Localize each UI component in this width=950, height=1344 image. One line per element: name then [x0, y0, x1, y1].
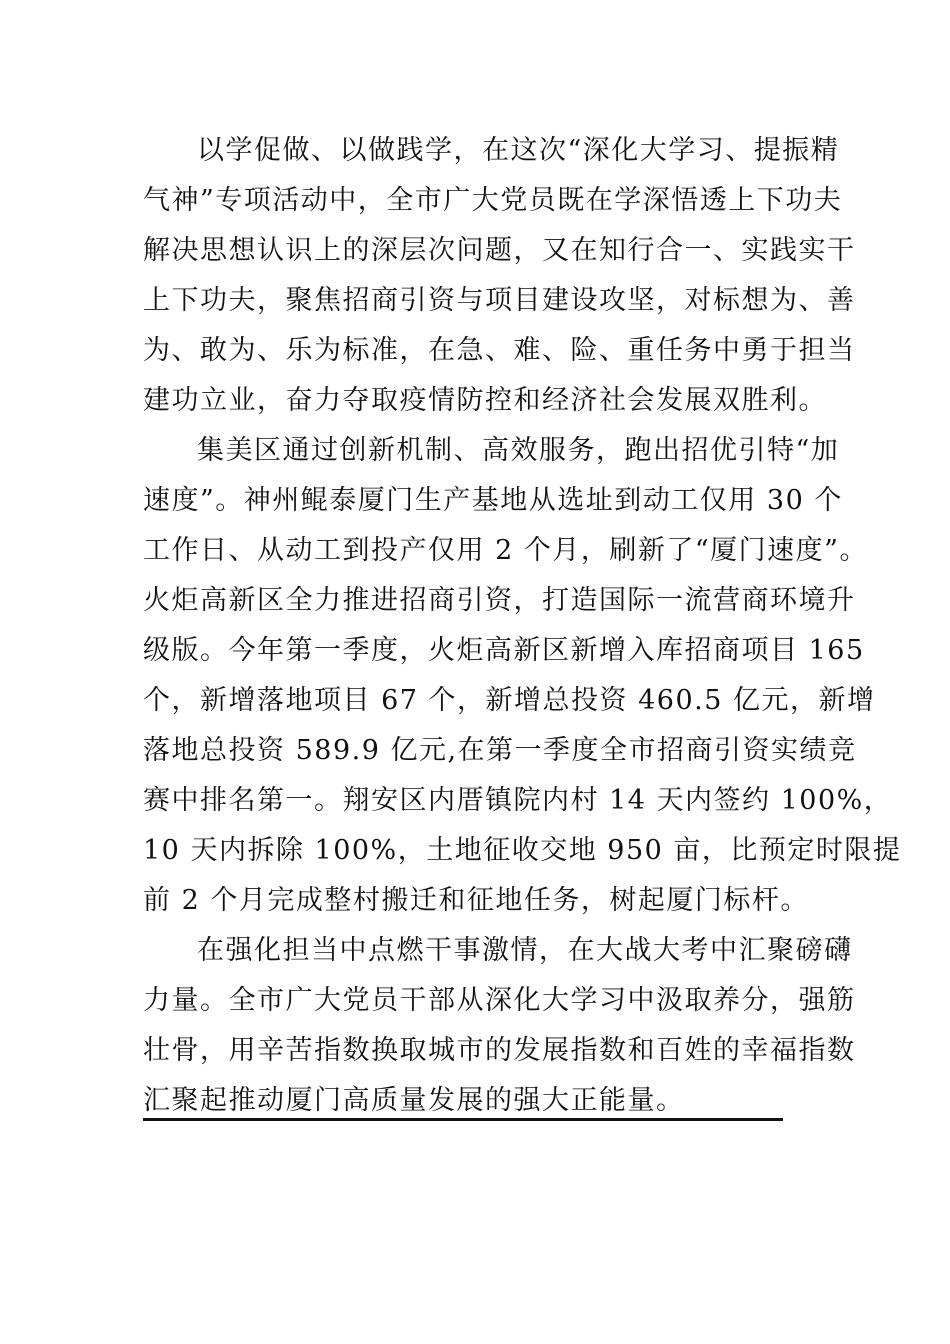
- text-line: 前 2 个月完成整村搬迁和征地任务，树起厦门标杆。: [143, 885, 809, 916]
- text-line: 汇聚起推动厦门高质量发展的强大正能量。: [143, 1085, 685, 1116]
- text-line: 为、敢为、乐为标准，在急、难、险、重任务中勇于担当: [143, 335, 856, 366]
- text-line: 以学促做、以做践学，在这次“深化大学习、提振精: [197, 135, 840, 166]
- text-line: 气神”专项活动中，全市广大党员既在学深悟透上下功夫: [143, 185, 843, 216]
- end-divider-line: [143, 1118, 783, 1121]
- text-line: 火炬高新区全力推进招商引资，打造国际一流营商环境升: [143, 585, 856, 616]
- paragraph-3: [143, 926, 856, 1126]
- text-line: 集美区通过创新机制、高效服务，跑出招优引特“加: [197, 435, 840, 466]
- text-line: 解决思想认识上的深层次问题，又在知行合一、实践实干: [143, 235, 856, 266]
- text-line: 力量。全市广大党员干部从深化大学习中汲取养分，强筋: [143, 985, 856, 1016]
- text-line: 建功立业，奋力夺取疫情防控和经济社会发展双胜利。: [143, 385, 827, 416]
- text-line: 级版。今年第一季度，火炬高新区新增入库招商项目 165: [143, 635, 865, 666]
- text-line: 速度”。神州鲲泰厦门生产基地从选址到动工仅用 30 个: [143, 485, 843, 516]
- paragraph-2: [143, 426, 902, 926]
- text-line: 赛中排名第一。翔安区内厝镇院内村 14 天内签约 100%，: [143, 785, 893, 816]
- text-line: 落地总投资 589.9 亿元,在第一季度全市招商引资实绩竞: [143, 735, 857, 766]
- text-line: 壮骨，用辛苦指数换取城市的发展指数和百姓的幸福指数: [143, 1035, 856, 1066]
- text-line: 个，新增落地项目 67 个，新增总投资 460.5 亿元，新增: [143, 685, 876, 716]
- text-line: 工作日、从动工到投产仅用 2 个月，刷新了“厦门速度”。: [143, 535, 868, 566]
- article-body: [143, 126, 902, 1126]
- text-line: 上下功夫，聚焦招商引资与项目建设攻坚，对标想为、善: [143, 285, 856, 316]
- text-line: 10 天内拆除 100%，土地征收交地 950 亩，比预定时限提: [143, 835, 902, 866]
- text-line: 在强化担当中点燃干事激情，在大战大考中汇聚磅礴: [197, 935, 853, 966]
- paragraph-1: [143, 126, 856, 426]
